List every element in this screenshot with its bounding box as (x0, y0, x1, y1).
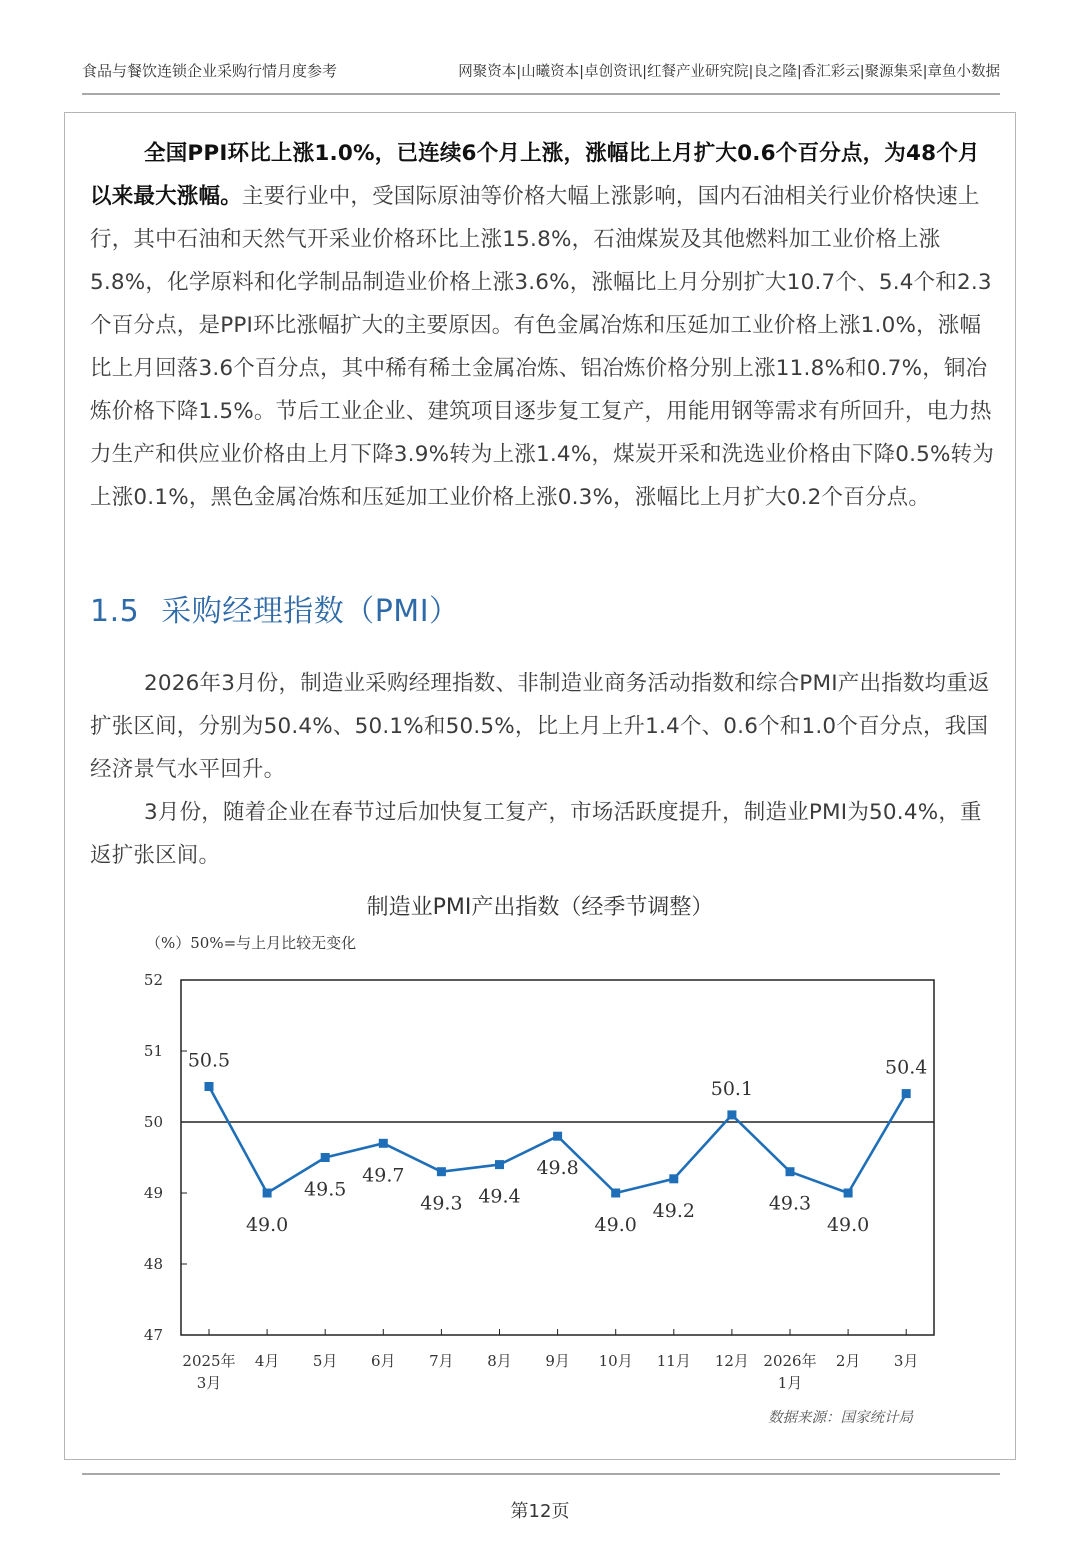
page-number: 第12页 (510, 1501, 570, 1522)
data-point-marker (321, 1153, 330, 1162)
data-point-marker (727, 1110, 736, 1119)
data-point-marker (263, 1189, 272, 1198)
y-tick-label: 48 (143, 1255, 163, 1273)
chart-source: 数据来源：国家统计局 (768, 1410, 913, 1426)
ppi-body-text: 主要行业中，受国际原油等价格大幅上涨影响，国内石油相关行业价格快速上行，其中石油和天然气开采业价格环比上涨15.8%，石油煤炭及其他燃料加工业价格上涨5.8%，化学原料和化学制品制造业价格上涨3.6%，涨幅比上月分别扩大10.7个、5.4个和2.3个百分点，是PPI环比涨幅扩大的主要原因。有色金属冶炼和压延加工业价格上涨1.0%，涨幅比上月回落3.6个百分点，其中稀有稀土金属冶炼、铝冶炼价格分别上涨11.8%和0.7%，铜冶炼价格下降1.5%。节后工业企业、建筑项目逐步复工复产，用能用钢等需求有所回升，电力热力生产和供应业价格由上月下降3.9%转为上涨1.4%，煤炭开采和洗选业价格由下降0.5%转为上涨0.1%，黑色金属冶炼和压延加工业价格上涨0.3%，涨幅比上月扩大0.2个百分点。 (90, 184, 995, 510)
data-point-marker (205, 1082, 214, 1091)
x-tick-label: 3月 (196, 1374, 222, 1392)
x-tick-label: 7月 (429, 1352, 454, 1370)
data-label: 49.5 (304, 1178, 347, 1201)
y-tick-label: 49 (143, 1184, 163, 1202)
x-tick-label: 10月 (598, 1352, 633, 1370)
x-tick-label: 2025年 (182, 1352, 236, 1370)
pmi-paragraph-2-text: 3月份，随着企业在春节过后加快复工复产，市场活跃度提升，制造业PMI为50.4%，重返扩张区间。 (90, 800, 982, 868)
data-label: 49.0 (594, 1214, 637, 1236)
data-point-marker (844, 1189, 853, 1198)
data-label: 49.7 (362, 1164, 405, 1187)
data-point-marker (902, 1089, 911, 1098)
x-tick-label: 2月 (835, 1352, 861, 1370)
chart-title: 制造业PMI产出指数（经季节调整） (366, 895, 714, 920)
data-label: 50.5 (187, 1049, 231, 1072)
chart-unit-note: （%）50%=与上月比较无变化 (146, 934, 357, 952)
data-point-marker (553, 1132, 562, 1141)
data-label: 49.0 (826, 1214, 870, 1236)
report-title: 食品与餐饮连锁企业采购行情月度参考 (82, 62, 338, 80)
ppi-lead-sentence: 全国PPI环比上涨1.0%，已连续6个月上涨，涨幅比上月扩大0.6个百分点，为48个月以来最大涨幅。 (90, 141, 980, 209)
data-point-marker (669, 1174, 678, 1183)
data-label: 49.2 (652, 1199, 695, 1222)
x-tick-label: 12月 (714, 1352, 749, 1370)
y-tick-label: 47 (143, 1326, 163, 1344)
data-label: 49.3 (420, 1192, 463, 1215)
data-label: 50.1 (710, 1077, 754, 1100)
data-point-marker (611, 1189, 620, 1198)
x-tick-label: 8月 (487, 1352, 512, 1370)
section-title: 采购经理指数（PMI） (161, 594, 460, 629)
data-point-marker (495, 1160, 504, 1169)
data-label: 49.4 (478, 1185, 521, 1208)
x-tick-label: 9月 (545, 1352, 570, 1370)
data-label: 50.4 (885, 1056, 928, 1079)
section-number: 1.5 (90, 594, 140, 629)
x-tick-label: 1月 (777, 1374, 803, 1392)
x-tick-label: 3月 (893, 1352, 919, 1370)
x-tick-label: 2026年 (763, 1352, 817, 1370)
y-tick-label: 50 (143, 1113, 163, 1131)
data-label: 49.3 (768, 1192, 812, 1215)
data-label: 49.8 (536, 1157, 579, 1180)
data-point-marker (786, 1167, 795, 1176)
sponsor-list: 网聚资本|山曦资本|卓创资讯|红餐产业研究院|良之隆|香汇彩云|聚源集采|章鱼小数据 (458, 64, 1000, 80)
data-point-marker (437, 1167, 446, 1176)
x-tick-label: 11月 (656, 1352, 691, 1370)
y-tick-label: 51 (143, 1042, 163, 1060)
x-tick-label: 5月 (312, 1352, 338, 1370)
footer-divider (82, 1473, 1000, 1475)
pmi-paragraph-1-text: 2026年3月份，制造业采购经理指数、非制造业商务活动指数和综合PMI产出指数均重返扩张区间，分别为50.4%、50.1%和50.5%，比上月上升1.4个、0.6个和1.0个百分点，我国经济景气水平回升。 (90, 671, 990, 782)
x-tick-label: 4月 (254, 1352, 280, 1370)
x-tick-label: 6月 (371, 1352, 396, 1370)
data-label: 49.0 (245, 1214, 289, 1236)
y-tick-label: 52 (143, 971, 163, 989)
data-point-marker (379, 1139, 388, 1148)
